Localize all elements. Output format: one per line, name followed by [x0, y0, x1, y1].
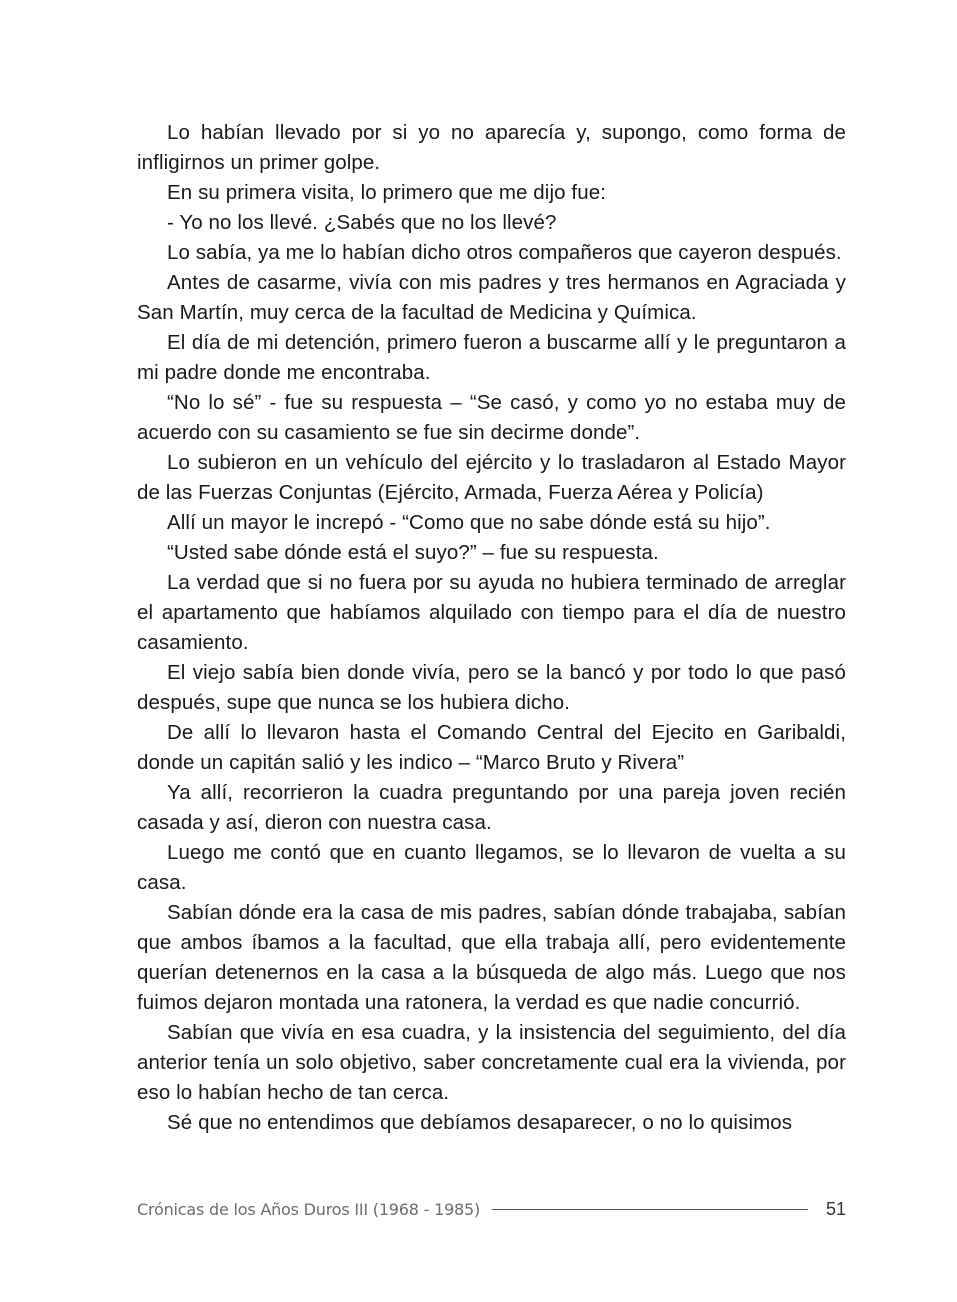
paragraph: Lo sabía, ya me lo habían dicho otros compañeros que cayeron después. — [167, 241, 842, 264]
paragraph: El viejo sabía bien donde vivía, pero se la bancó y por todo lo que pasó después, supe que nunca se los hubiera dicho. — [137, 661, 846, 714]
footer-divider — [492, 1209, 808, 1210]
paragraph: Sabían que vivía en esa cuadra, y la insistencia del seguimiento, del día anterior tenía un solo objetivo, saber concretamente cual era la vivienda, por eso lo habían hecho de tan cerca. — [137, 1021, 846, 1104]
paragraph: El día de mi detención, primero fueron a buscarme allí y le preguntaron a mi padre donde me encontraba. — [137, 331, 846, 384]
page-number: 51 — [825, 1198, 846, 1219]
paragraph: Sabían dónde era la casa de mis padres, sabían dónde trabajaba, sabían que ambos íbamos a la facultad, que ella trabaja allí, pero evidentemente querían detenernos en la casa a la búsqueda de algo más. Luego que nos fuimos dejaron montada una ratonera, la verdad es que nadie concurrió. — [137, 901, 846, 1014]
paragraph: Lo subieron en un vehículo del ejército y lo trasladaron al Estado Mayor de las Fuerzas Conjuntas (Ejército, Armada, Fuerza Aérea y Policía) — [137, 451, 846, 504]
paragraph: Antes de casarme, vivía con mis padres y tres hermanos en Agraciada y San Martín, muy cerca de la facultad de Medicina y Química. — [137, 271, 846, 324]
paragraph: “No lo sé” - fue su respuesta – “Se casó, y como yo no estaba muy de acuerdo con su casamiento se fue sin decirme donde”. — [137, 391, 846, 444]
running-footer-title: Crónicas de los Años Duros III (1968 - 1985) — [137, 1199, 481, 1219]
paragraph: Ya allí, recorrieron la cuadra preguntando por una pareja joven recién casada y así, dieron con nuestra casa. — [137, 781, 846, 834]
paragraph: La verdad que si no fuera por su ayuda no hubiera terminado de arreglar el apartamento que habíamos alquilado con tiempo para el día de nuestro casamiento. — [137, 571, 846, 654]
page-footer — [137, 1196, 846, 1222]
page-body — [137, 118, 846, 1138]
paragraph: Sé que no entendimos que debíamos desaparecer, o no lo quisimos — [167, 1111, 793, 1134]
paragraph: En su primera visita, lo primero que me dijo fue: — [167, 181, 607, 204]
paragraph: - Yo no los llevé. ¿Sabés que no los llevé? — [167, 211, 557, 234]
paragraph: De allí lo llevaron hasta el Comando Central del Ejecito en Garibaldi, donde un capitán salió y les indico – “Marco Bruto y Rivera” — [137, 721, 846, 774]
paragraph: “Usted sabe dónde está el suyo?” – fue su respuesta. — [167, 541, 659, 564]
paragraph: Luego me contó que en cuanto llegamos, se lo llevaron de vuelta a su casa. — [137, 841, 846, 894]
paragraph: Lo habían llevado por si yo no aparecía y, supongo, como forma de infligirnos un primer golpe. — [137, 121, 846, 174]
paragraph: Allí un mayor le increpó - “Como que no sabe dónde está su hijo”. — [167, 511, 771, 534]
